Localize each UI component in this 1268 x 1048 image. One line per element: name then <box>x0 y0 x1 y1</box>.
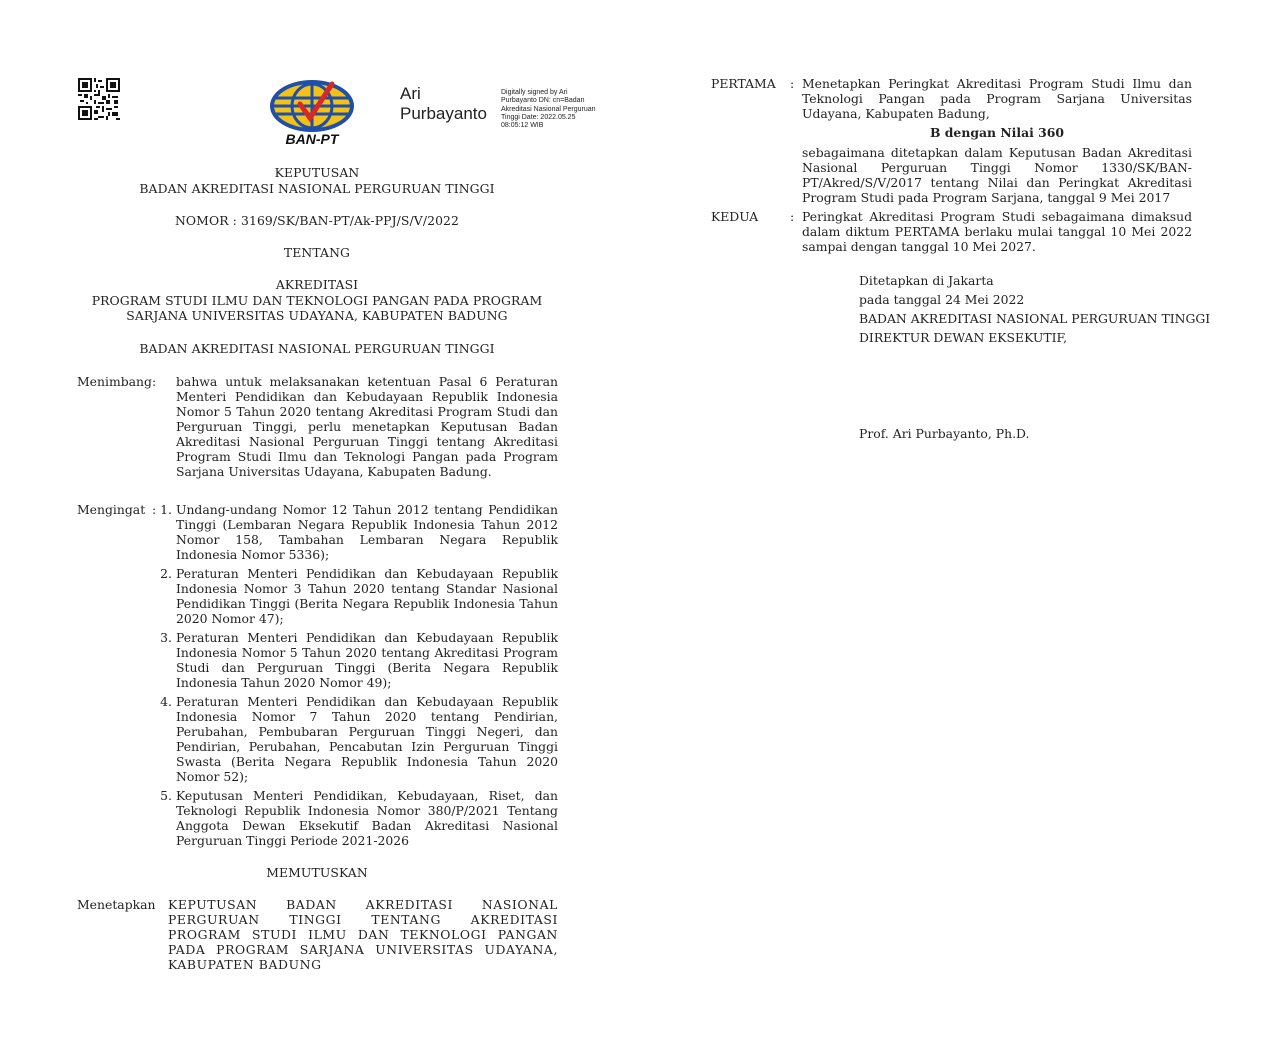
subject-line-1: AKREDITASI <box>275 277 359 292</box>
mengingat-item-4: Peraturan Menteri Pendidikan dan Kebudayaan Republik Indonesia Nomor 7 Tahun 2020 tentang Pendirian, Perubahan, Pembubaran Perguruan Tinggi Negeri, dan Pendirian, Perubahan, Pencabutan Izin Perguruan Tinggi Swasta (Berita Negara Republik Indonesia Tahun 2020 Nomor 52); <box>176 694 558 784</box>
kedua-label: KEDUA <box>711 209 759 224</box>
kedua-colon: : <box>790 209 795 224</box>
accreditation-rating: B dengan Nilai 360 <box>929 125 1064 140</box>
mengingat-num-5: 5. <box>160 788 172 803</box>
title-keputusan: KEPUTUSAN <box>274 165 360 180</box>
ban-pt-logo <box>266 76 358 148</box>
mengingat-num-4: 4. <box>160 694 172 709</box>
menimbang-label: Menimbang <box>77 374 152 389</box>
closing-position: DIREKTUR DEWAN EKSEKUTIF, <box>859 330 1068 345</box>
closing-place: Ditetapkan di Jakarta <box>859 273 994 288</box>
decree-title <box>70 165 564 196</box>
mengingat-num-2: 2. <box>160 566 172 581</box>
closing-org: BADAN AKREDITASI NASIONAL PERGURUAN TINGGI <box>859 311 1211 326</box>
title-agency: BADAN AKREDITASI NASIONAL PERGURUAN TINGGI <box>139 180 495 196</box>
mengingat-item-5: Keputusan Menteri Pendidikan, Kebudayaan, Riset, dan Teknologi Republik Indonesia Nomor 380/P/2021 Tentang Anggota Dewan Eksekutif Badan Akreditasi Nasional Perguruan Tinggi Periode 2021-2026 <box>176 788 558 848</box>
mengingat-num-1: 1. <box>160 502 172 517</box>
subject-line-3: SARJANA UNIVERSITAS UDAYANA, KABUPATEN BADUNG <box>126 308 508 323</box>
decree-number: NOMOR : 3169/SK/BAN-PT/Ak-PPJ/S/V/2022 <box>174 213 460 228</box>
pertama-text-2: sebagaimana ditetapkan dalam Keputusan Badan Akreditasi Nasional Perguruan Tinggi Nomor 1330/SK/BAN-PT/Akred/S/V/2017 tentang Nilai dan Peringkat Akreditasi Program Studi pada Program Sarjana, tanggal 9 Mei 2017 <box>802 145 1192 205</box>
menetapkan-label: Menetapkan <box>77 897 156 912</box>
mengingat-label: Mengingat <box>77 502 146 517</box>
signer-name: Ari Purbayanto <box>400 84 487 123</box>
kedua-text: Peringkat Akreditasi Program Studi sebagaimana dimaksud dalam diktum PERTAMA berlaku mulai tanggal 10 Mei 2022 sampai dengan tanggal 10 Mei 2027. <box>802 209 1192 254</box>
digital-signature-info: Digitally signed by Ari Purbayanto DN: cn=Badan Akreditasi Nasional Perguruan Tinggi Date: 2022.05.25 08:05:12 WIB <box>501 89 596 130</box>
mengingat-colon: : <box>152 502 157 517</box>
closing-date: pada tanggal 24 Mei 2022 <box>859 292 1025 307</box>
signatory-name: Prof. Ari Purbayanto, Ph.D. <box>859 426 1030 441</box>
menetapkan-text: KEPUTUSAN BADAN AKREDITASI NASIONAL PERGURUAN TINGGI TENTANG AKREDITASI PROGRAM STUDI ILMU DAN TEKNOLOGI PANGAN PADA PROGRAM SARJANA UNIVERSITAS UDAYANA, KABUPATEN BADUNG <box>168 897 558 972</box>
tentang-heading: TENTANG <box>283 245 351 260</box>
svg-text:BAN-PT: BAN-PT <box>285 131 339 147</box>
pertama-colon: : <box>790 76 795 91</box>
issuer-heading: BADAN AKREDITASI NASIONAL PERGURUAN TINGGI <box>139 341 495 356</box>
menimbang-colon: : <box>152 374 157 389</box>
mengingat-item-1: Undang-undang Nomor 12 Tahun 2012 tentang Pendidikan Tinggi (Lembaran Negara Republik Indonesia Tahun 2012 Nomor 158, Tambahan Lembaran Negara Republik Indonesia Nomor 5336); <box>176 502 558 562</box>
mengingat-num-3: 3. <box>160 630 172 645</box>
pertama-text: Menetapkan Peringkat Akreditasi Program Studi Ilmu dan Teknologi Pangan pada Program Sarjana Universitas Udayana, Kabupaten Badung, <box>802 76 1192 121</box>
pertama-label: PERTAMA <box>711 76 776 91</box>
mengingat-item-2: Peraturan Menteri Pendidikan dan Kebudayaan Republik Indonesia Nomor 3 Tahun 2020 tentang Standar Nasional Pendidikan Tinggi (Berita Negara Republik Indonesia Tahun 2020 Nomor 47); <box>176 566 558 626</box>
qr-code-icon <box>78 78 120 120</box>
right-page <box>634 0 1268 1048</box>
menimbang-text: bahwa untuk melaksanakan ketentuan Pasal 6 Peraturan Menteri Pendidikan dan Kebudayaan Republik Indonesia Nomor 5 Tahun 2020 tentang Akreditasi Program Studi dan Perguruan Tinggi, perlu menetapkan Keputusan Badan Akreditasi Nasional Perguruan Tinggi tentang Akreditasi Program Studi Ilmu dan Teknologi Pangan pada Program Sarjana Universitas Udayana, Kabupaten Badung. <box>176 374 558 479</box>
memutuskan-heading: MEMUTUSKAN <box>266 865 368 880</box>
decree-subject <box>70 277 564 324</box>
mengingat-item-3: Peraturan Menteri Pendidikan dan Kebudayaan Republik Indonesia Nomor 5 Tahun 2020 tentang Akreditasi Program Studi dan Perguruan Tinggi (Berita Negara Republik Indonesia Tahun 2020 Nomor 49); <box>176 630 558 690</box>
subject-line-2: PROGRAM STUDI ILMU DAN TEKNOLOGI PANGAN PADA PROGRAM <box>91 292 543 308</box>
